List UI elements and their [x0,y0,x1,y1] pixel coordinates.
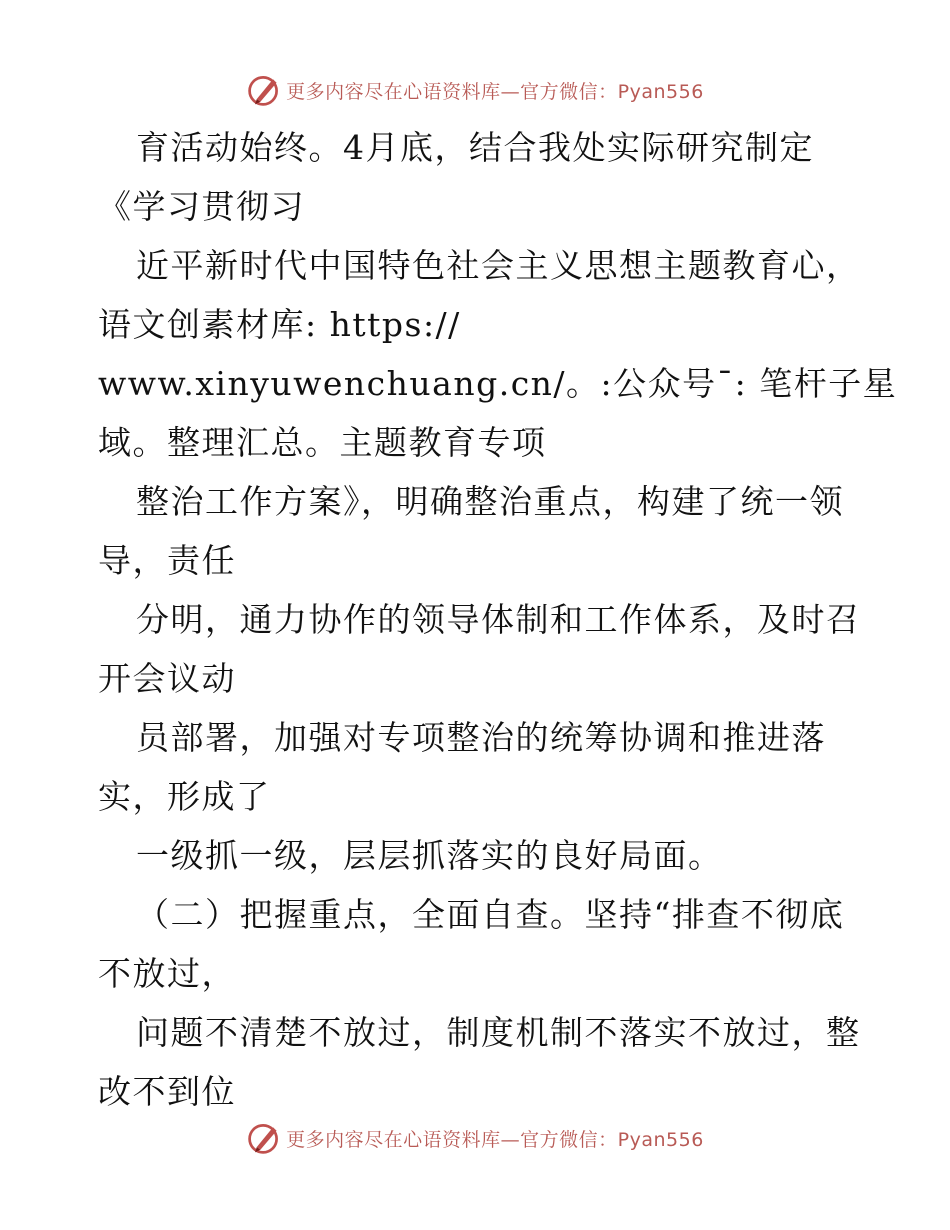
text-line: 整治工作方案》，明确整治重点，构建了统一领 [136,482,844,521]
watermark-text: 更多内容尽在心语资料库—官方微信：Pyan556 [286,1128,704,1151]
text-line: www.xinyuwenchuang.cn/。:公众号¯: 笔杆子星 [98,364,898,403]
text-line: 员部署，加强对专项整治的统筹协调和推进落 [136,718,826,757]
text-line: 导，责任 [98,541,236,580]
text-line: 分明，通力协作的领导体制和工作体系，及时召 [136,600,861,639]
text-line: 不放过， [98,954,236,993]
text-line: 问题不清楚不放过，制度机制不落实不放过，整 [136,1013,861,1052]
text-line: 近平新时代中国特色社会主义思想主题教育心， [136,246,861,285]
watermark-banner-bottom [0,1118,950,1158]
pen-logo-icon [246,1120,282,1156]
text-line: 《学习贯彻习 [98,187,305,226]
text-line: 改不到位 [98,1072,236,1111]
document-body [98,118,898,1121]
pen-logo-icon [246,72,282,108]
text-line: 域。整理汇总。主题教育专项 [98,423,547,462]
text-line: 语文创素材库: https:// [98,305,461,344]
text-line: 育活动始终。4月底，结合我处实际研究制定 [136,128,814,167]
text-line: 实，形成了 [98,777,271,816]
text-line: 开会议动 [98,659,236,698]
watermark-text: 更多内容尽在心语资料库—官方微信：Pyan556 [286,80,704,103]
text-line: （二）把握重点，全面自查。坚持“排查不彻底 [136,895,845,934]
watermark-banner-top [0,70,950,110]
text-line: 一级抓一级，层层抓落实的良好局面。 [136,836,723,875]
